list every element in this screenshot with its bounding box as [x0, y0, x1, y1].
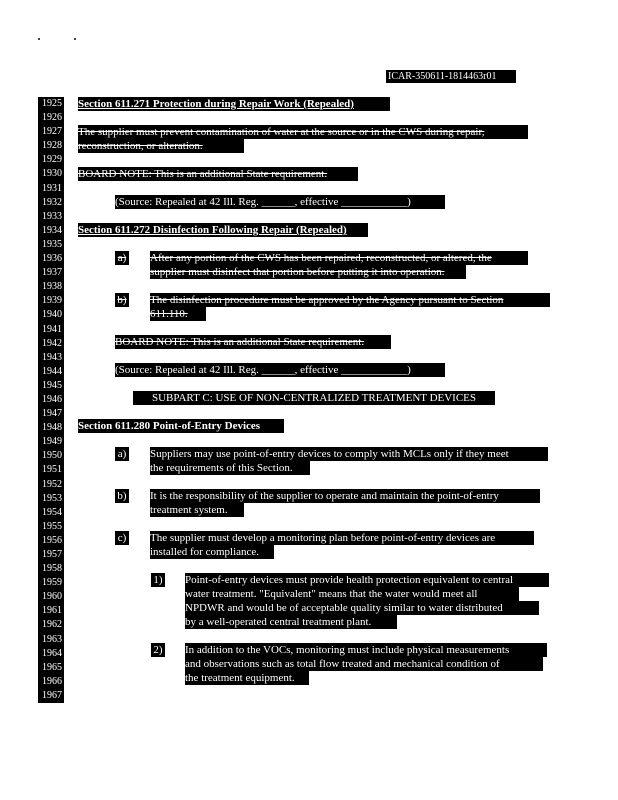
subsection-label: a)	[115, 251, 129, 265]
paragraph-label: 1)	[151, 573, 165, 587]
line-number: 1946	[42, 393, 62, 405]
line-number: 1960	[42, 591, 62, 603]
line-number: 1966	[42, 675, 62, 687]
text-line: It is the responsibility of the supplier to operate and maintain the point-of-entry	[150, 489, 540, 503]
repealed-text-line: The disinfection procedure must be approved by the Agency pursuant to Section	[150, 293, 550, 307]
text-line: water treatment. "Equivalent" means that the water would meet all	[185, 587, 519, 601]
text-line: the treatment equipment.	[185, 671, 309, 685]
line-number: 1937	[42, 267, 62, 279]
subsection-label: b)	[115, 293, 129, 307]
line-number: 1963	[42, 633, 62, 645]
source-note: (Source: Repealed at 42 Ill. Reg. ______, effective ____________)	[115, 195, 445, 209]
repealed-text-line: 611.110.	[150, 307, 206, 321]
line-number: 1948	[42, 422, 62, 434]
repealed-text-line: The supplier must prevent contamination of water at the source or in the CWS during repair,	[78, 125, 528, 139]
board-note	[115, 335, 391, 349]
section-heading-611-272	[78, 223, 368, 237]
line-number: 1951	[42, 464, 62, 476]
text-line: by a well-operated central treatment plant.	[185, 615, 397, 629]
line-number: 1961	[42, 605, 62, 617]
line-number: 1947	[42, 408, 62, 420]
line-number: 1932	[42, 196, 62, 208]
line-number: 1925	[42, 98, 62, 109]
line-number: 1964	[42, 647, 62, 659]
line-number: 1962	[42, 619, 62, 631]
paragraph-label: 2)	[151, 643, 165, 657]
line-number: 1941	[42, 323, 62, 335]
text-line: the requirements of this Section.	[150, 461, 310, 475]
text-line: The supplier must develop a monitoring plan before point-of-entry devices are	[150, 531, 534, 545]
board-note-lead: BOARD NOTE:	[78, 168, 152, 180]
subsection-label: c)	[115, 531, 129, 545]
line-number: 1933	[42, 210, 62, 222]
line-number: 1942	[42, 337, 62, 349]
text-line: installed for compliance.	[150, 545, 274, 559]
line-number: 1955	[42, 520, 62, 532]
document-id: ICAR-350611-1814463r01	[386, 70, 516, 83]
board-note-text: This is an additional State requirement.	[154, 168, 328, 180]
text-line: Point-of-entry devices must provide health protection equivalent to central	[185, 573, 549, 587]
line-number: 1943	[42, 351, 62, 363]
text-line: NPDWR and would be of acceptable quality similar to water distributed	[185, 601, 539, 615]
subsection-label: b)	[115, 489, 129, 503]
line-number: 1945	[42, 379, 62, 391]
line-number: 1938	[42, 281, 62, 293]
text-line: treatment system.	[150, 503, 244, 517]
board-note	[78, 167, 358, 181]
repealed-text-line: supplier must disinfect that portion before putting it into operation.	[150, 265, 466, 279]
source-note: (Source: Repealed at 42 Ill. Reg. ______, effective ____________)	[115, 363, 445, 377]
text-line: Suppliers may use point-of-entry devices to comply with MCLs only if they meet	[150, 447, 548, 461]
line-number: 1949	[42, 436, 62, 448]
line-number: 1944	[42, 365, 62, 377]
line-number: 1957	[42, 549, 62, 560]
line-number: 1952	[42, 478, 62, 490]
subsection-label: a)	[115, 447, 129, 461]
section-heading-611-280	[78, 419, 284, 433]
line-number: 1927	[42, 126, 62, 138]
repealed-text-line: reconstruction, or alteration.	[78, 139, 244, 153]
line-number: 1934	[42, 224, 62, 236]
line-number: 1967	[42, 689, 62, 701]
section-heading-text: Section 611.272 Disinfection Following Repair (Repealed)	[78, 224, 347, 236]
line-number: 1956	[42, 534, 62, 546]
section-heading-611-271	[78, 97, 390, 111]
line-number: 1929	[42, 154, 62, 166]
text-line: In addition to the VOCs, monitoring must include physical measurements	[185, 643, 547, 657]
line-number: 1939	[42, 295, 62, 307]
line-number: 1953	[42, 492, 62, 504]
board-note-text: This is an additional State requirement.	[191, 336, 365, 348]
line-number: 1954	[42, 506, 62, 518]
line-number: 1935	[42, 238, 62, 250]
line-number: 1926	[42, 112, 62, 124]
line-number: 1965	[42, 661, 62, 673]
text-line: and observations such as total flow treated and mechanical condition of	[185, 657, 543, 671]
line-number: 1958	[42, 563, 62, 575]
section-heading-text: Section 611.271 Protection during Repair Work (Repealed)	[78, 98, 354, 110]
line-number: 1930	[42, 168, 62, 180]
scan-mark	[38, 38, 40, 40]
line-number: 1936	[42, 253, 62, 265]
line-number: 1959	[42, 577, 62, 589]
board-note-lead: BOARD NOTE:	[115, 336, 189, 348]
subpart-heading: SUBPART C: USE OF NON-CENTRALIZED TREATMENT DEVICES	[133, 391, 495, 405]
scan-mark	[74, 38, 76, 40]
line-number: 1928	[42, 140, 62, 152]
line-number: 1931	[42, 182, 62, 194]
section-heading-text: Section 611.280 Point-of-Entry Devices	[78, 420, 261, 432]
line-number: 1940	[42, 309, 62, 321]
line-number-column	[38, 97, 64, 703]
repealed-text-line: After any portion of the CWS has been repaired, reconstructed, or altered, the	[150, 251, 528, 265]
line-number: 1950	[42, 450, 62, 462]
